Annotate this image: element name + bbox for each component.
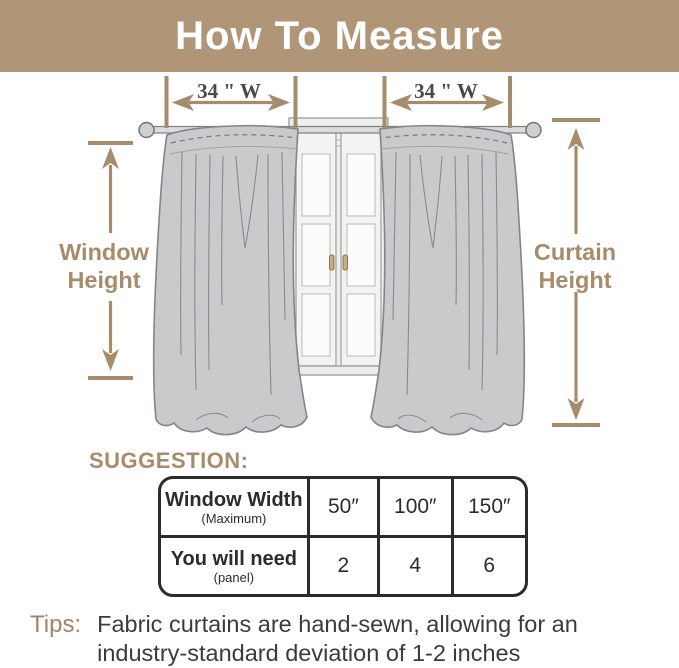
panels-needed-value-2: 4 [379, 537, 452, 595]
curtain-height-annotation [534, 118, 616, 427]
width-annotation-right [383, 76, 513, 128]
curtain-height-label-line1: Curtain [533, 239, 617, 265]
tips-section [30, 610, 652, 668]
row-header-you-will-need: You will need (panel) [161, 537, 308, 595]
measurement-diagram [0, 70, 679, 445]
row-header-window-width: Window Width (Maximum) [161, 479, 308, 537]
width-annotation-left [165, 76, 298, 128]
panel-suggestion-table [158, 476, 528, 597]
window-height-label-line1: Window [59, 239, 149, 265]
panels-needed-value-1: 2 [308, 537, 378, 595]
rod-finial-right [526, 123, 541, 138]
table-row [161, 479, 525, 537]
curtain-height-label-line2: Height [538, 267, 612, 293]
left-panel-width-label: 34 " W [197, 79, 261, 103]
right-panel-width-label: 34 " W [414, 79, 478, 103]
tips-text: Fabric curtains are hand-sewn, allowing for an industry-standard deviation of 1-2 inches [97, 611, 578, 666]
suggestion-heading: SUGGESTION: [89, 448, 249, 473]
tips-label: Tips: [30, 611, 82, 638]
window-width-value-3: 150″ [452, 479, 525, 537]
header-banner [0, 0, 679, 72]
window-handle-left [330, 255, 335, 270]
window-width-value-1: 50″ [308, 479, 378, 537]
window-height-annotation [59, 141, 150, 380]
window-width-value-2: 100″ [379, 479, 452, 537]
panels-needed-value-3: 6 [483, 554, 496, 577]
window-illustration [284, 118, 393, 375]
rod-finial-left [139, 123, 154, 138]
curtain-panel-right [371, 126, 524, 435]
window-handle-right [343, 255, 348, 270]
table-row [161, 537, 525, 595]
curtain-panel-left [154, 126, 307, 435]
window-height-label-line2: Height [67, 267, 141, 293]
page-title: How To Measure [175, 13, 504, 58]
